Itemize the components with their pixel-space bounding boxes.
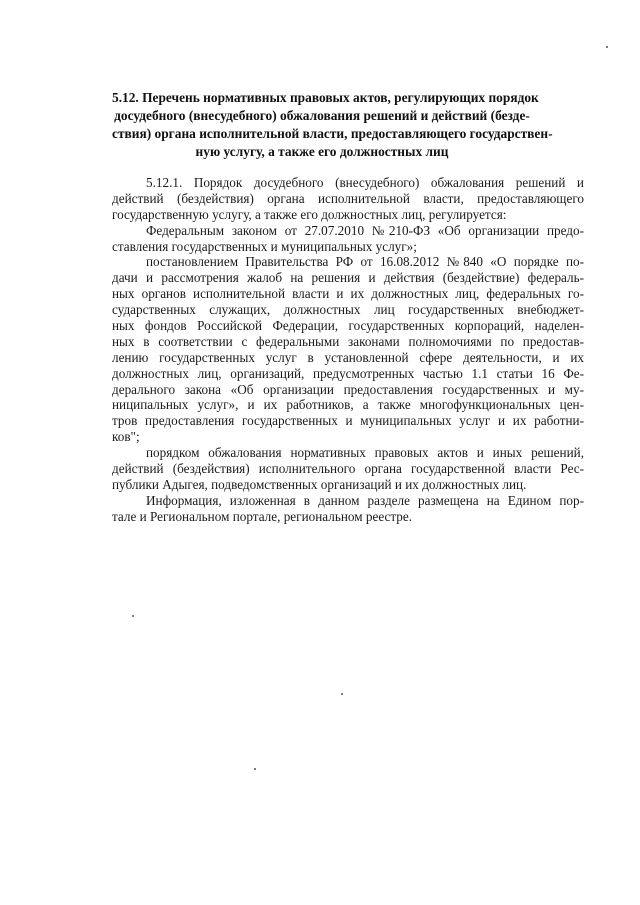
paragraph-appeal-procedure [112,445,584,493]
paragraph-government-decree [112,254,584,445]
text-line: лению государственных услуг в установленной сфере деятельности, и их [112,349,584,365]
scan-speck [341,693,343,695]
heading-line: 5.12. Перечень нормативных правовых актов, регулирующих порядок [112,90,539,105]
section-heading [112,89,553,161]
text-line: ных в соответствии с федеральными законами полномочиями по предостав- [112,333,584,349]
text-line: ных фондов Российской Федерации, государственных корпораций, наделен- [112,318,584,334]
text-line: действий (бездействия) исполнительного органа государственной власти Рес- [112,461,584,477]
text-line: ниципальных услуг», и их работников, а также многофункциональных цен- [112,397,584,413]
text-line: дерального закона «Об организации предоставления государственных и му- [112,381,584,397]
text-line: ставления государственных и муниципальных услуг»; [112,238,417,254]
heading-line: ную услугу, а также его должностных лиц [195,144,449,159]
text-line: ных органов исполнительной власти и их должностных лиц, федеральных го- [112,286,584,302]
paragraph-intro [112,175,584,223]
text-line: Федеральным законом от 27.07.2010 №210-ФЗ «Об организации предо- [146,222,584,238]
paragraph-information [112,493,584,525]
section-body [112,175,584,525]
heading-line: досудебного (внесудебного) обжалования решений и действий (безде- [114,108,530,123]
text-line: Информация, изложенная в данном разделе размещена на Едином пор- [146,492,584,508]
text-line: дачи и рассмотрения жалоб на решения и действия (бездействие) федераль- [112,270,584,286]
heading-line: ствия) органа исполнительной власти, предоставляющего государствен- [112,126,553,141]
text-line: тров предоставления государственных и муниципальных услуг и их работни- [112,413,584,429]
text-line: должностных лиц, организаций, предусмотренных частью 1.1 статьи 16 Фе- [112,365,584,381]
scan-speck [132,615,134,617]
scan-speck [254,768,256,770]
text-line: публики Адыгея, подведомственных организаций и их должностных лиц. [112,476,527,492]
text-line: сударственных служащих, должностных лиц государственных внебюджет- [112,302,584,318]
text-line: 5.12.1. Порядок досудебного (внесудебного) обжалования решений и [146,175,584,190]
text-line: действий (бездействия) органа исполнительной власти, предоставляющего [112,190,584,206]
text-line: государственную услугу, а также его должностных лиц, регулируется: [112,206,507,222]
text-line: тале и Региональном портале, региональном реестре. [112,508,413,524]
paragraph-federal-law [112,223,584,255]
text-line: ков"; [112,429,140,445]
scan-speck [606,46,608,48]
text-line: порядком обжалования нормативных правовых актов и иных решений, [146,445,584,461]
text-line: постановлением Правительства РФ от 16.08.2012 №840 «О порядке по- [146,254,584,270]
